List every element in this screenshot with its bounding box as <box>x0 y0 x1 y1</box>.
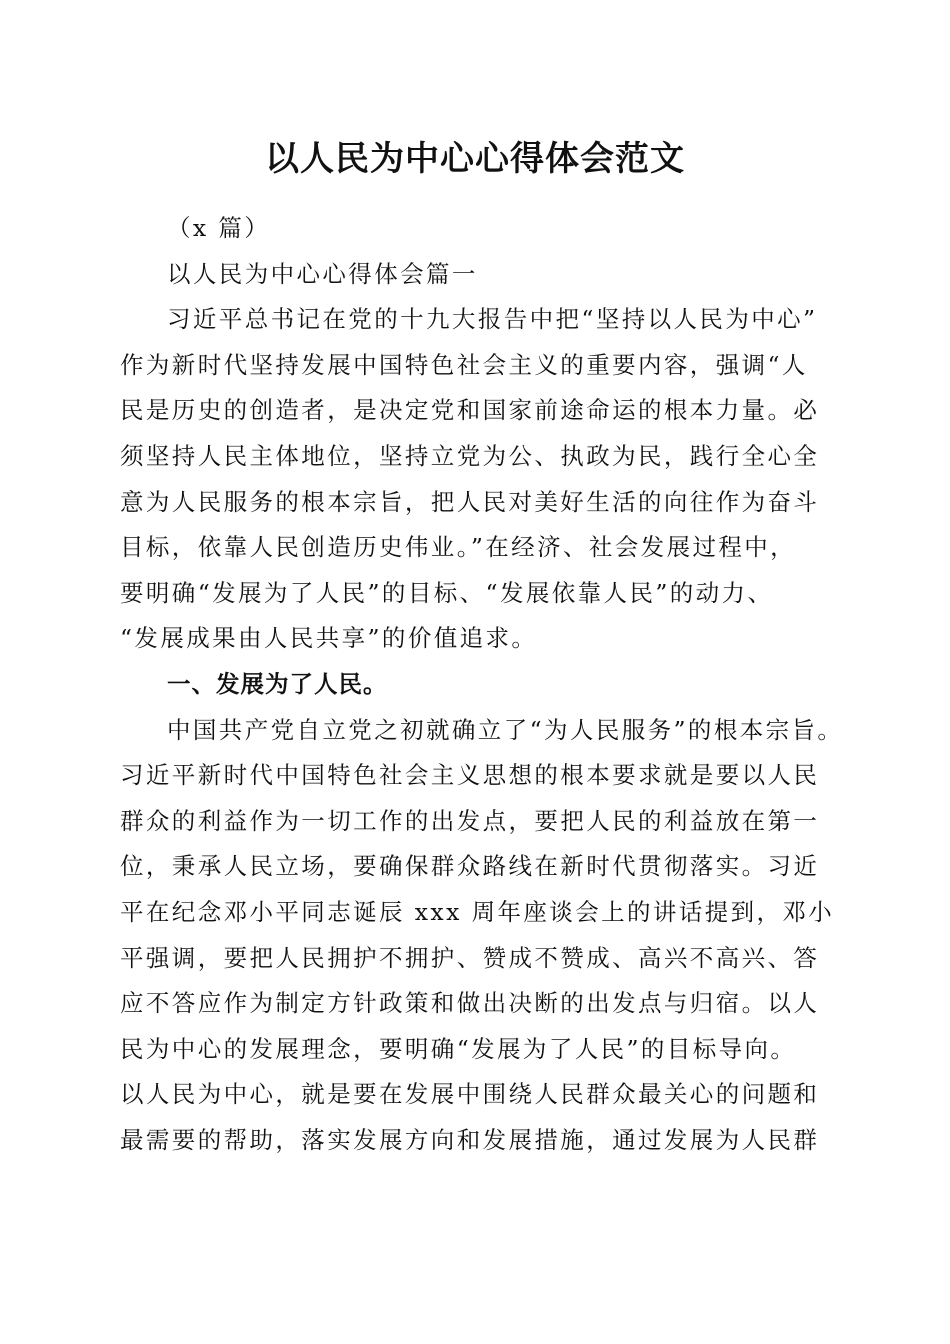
paragraph-2 <box>120 708 844 1164</box>
paragraph-2-line: 习近平新时代中国特色社会主义思想的根本要求就是要以人民 <box>120 761 820 790</box>
paragraph-2-line: 平强调，要把人民拥护不拥护、赞成不赞成、高兴不高兴、答 <box>120 943 820 972</box>
paragraph-1-line: 意为人民服务的根本宗旨，把人民对美好生活的向往作为奋斗 <box>120 487 820 516</box>
paragraph-1-line: “发展成果由人民共享”的价值追求。 <box>120 624 538 653</box>
paragraph-2-line: 平在纪念邓小平同志诞辰 xxx 周年座谈会上的讲话提到，邓小 <box>120 897 835 926</box>
paragraph-1 <box>120 297 830 662</box>
paragraph-1-line: 民是历史的创造者，是决定党和国家前途命运的根本力量。必 <box>120 396 820 425</box>
paragraph-2-line: 应不答应作为制定方针政策和做出决断的出发点与归宿。以人 <box>120 989 820 1018</box>
document-title: 以人民为中心心得体会范文 <box>265 139 685 179</box>
paragraph-1-line: 要明确“发展为了人民”的目标、“发展依靠人民”的动力、 <box>120 578 774 607</box>
paragraph-2-line: 中国共产党自立党之初就确立了“为人民服务”的根本宗旨。 <box>167 715 844 744</box>
count-note: （x 篇） <box>167 214 271 242</box>
section-title: 以人民为中心心得体会篇一 <box>167 259 478 288</box>
paragraph-2-line: 群众的利益作为一切工作的出发点，要把人民的利益放在第一 <box>120 806 820 835</box>
paragraph-2-line: 以人民为中心，就是要在发展中围绕人民群众最关心的问题和 <box>120 1080 820 1109</box>
paragraph-1-line: 目标，依靠人民创造历史伟业。”在经济、社会发展过程中， <box>120 533 797 562</box>
document-body <box>120 206 844 1163</box>
paragraph-1-line: 须坚持人民主体地位，坚持立党为公、执政为民，践行全心全 <box>120 441 820 470</box>
paragraph-2-line: 民为中心的发展理念，要明确“发展为了人民”的目标导向。 <box>120 1034 797 1063</box>
heading-1: 一、发展为了人民。 <box>167 669 388 698</box>
paragraph-2-line: 位，秉承人民立场，要确保群众路线在新时代贯彻落实。习近 <box>120 852 820 881</box>
paragraph-1-line: 习近平总书记在党的十九大报告中把“坚持以人民为中心” <box>167 305 818 334</box>
paragraph-2-line: 最需要的帮助，落实发展方向和发展措施，通过发展为人民群 <box>120 1125 820 1154</box>
paragraph-1-line: 作为新时代坚持发展中国特色社会主义的重要内容，强调“人 <box>120 350 808 379</box>
